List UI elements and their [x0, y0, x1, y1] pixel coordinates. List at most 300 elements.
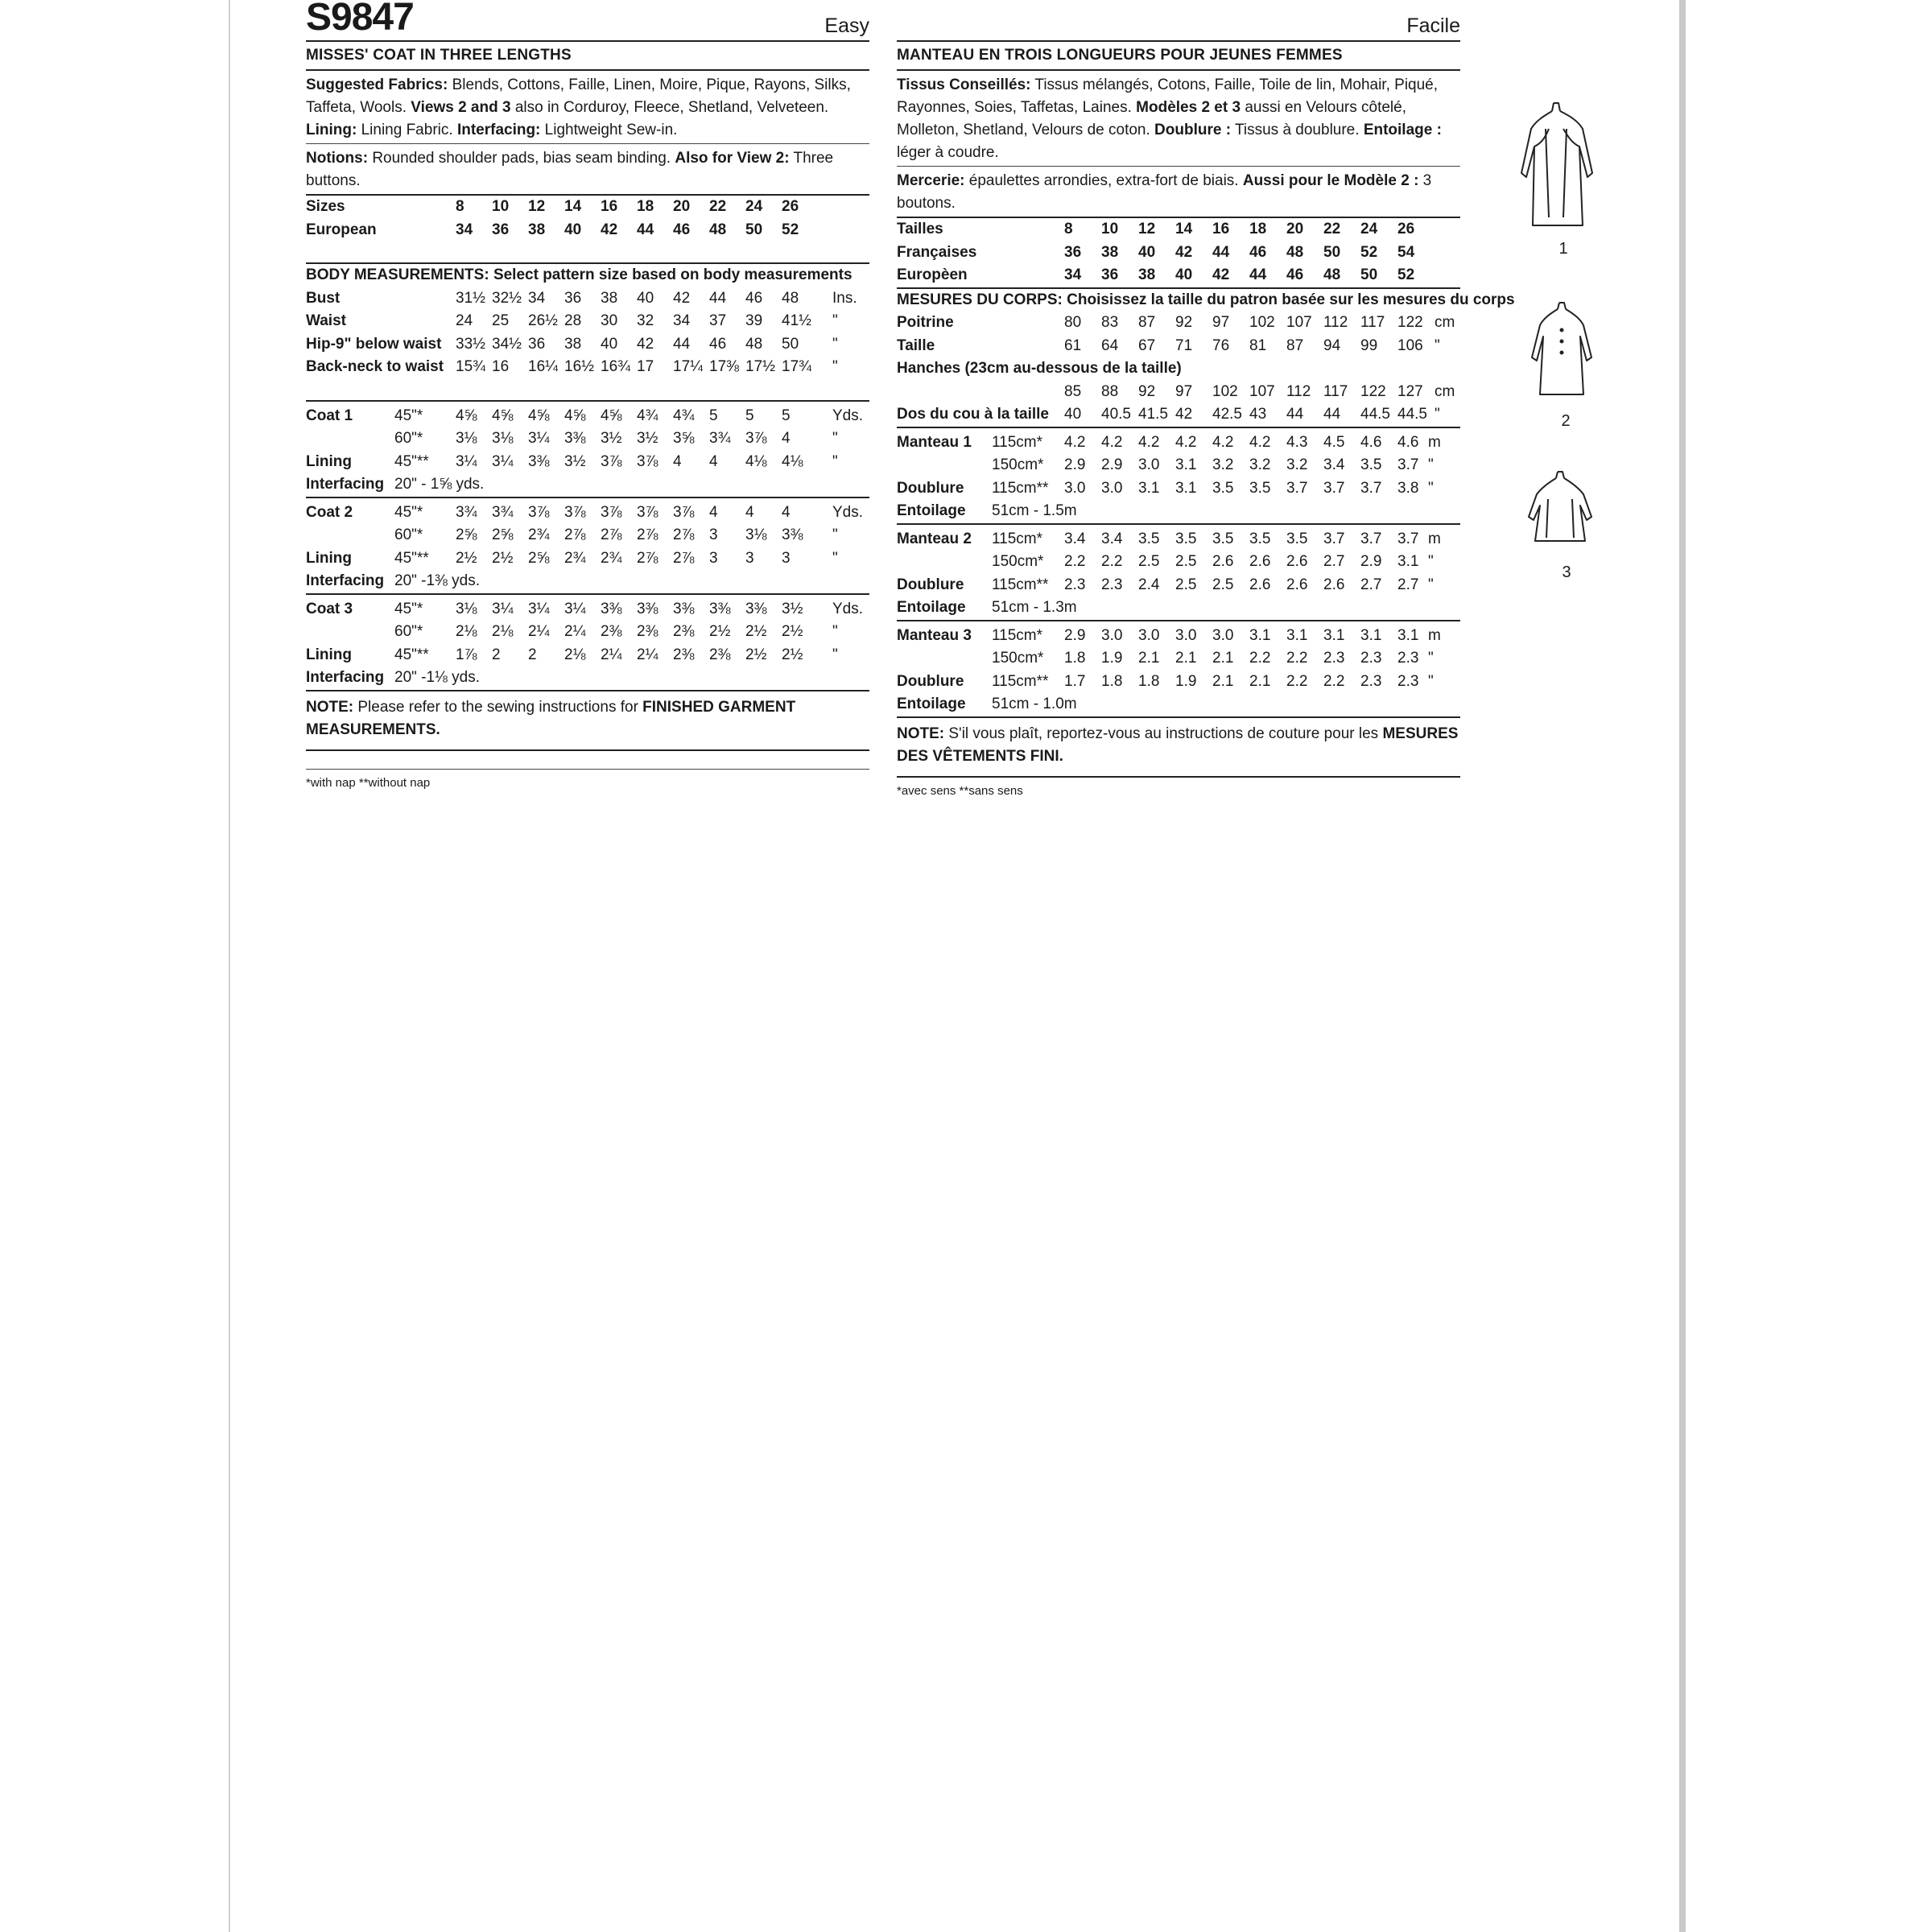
cell: 2.7 [1360, 576, 1382, 593]
cell: 3.7 [1360, 530, 1382, 547]
cell: 52 [1360, 243, 1378, 261]
cell: 16¼ [528, 358, 558, 375]
cell: 3 [745, 549, 754, 567]
cell: 17⅜ [709, 358, 739, 375]
cell: 48 [1286, 243, 1304, 261]
cell: 16¾ [601, 358, 630, 375]
cell: 16½ [564, 358, 594, 375]
cell: 2¾ [564, 549, 586, 567]
cell: 3.0 [1138, 626, 1160, 644]
cell: 2.9 [1360, 553, 1382, 570]
cell: 3⅞ [528, 503, 550, 521]
cell: 4.2 [1249, 433, 1271, 451]
body-row [306, 287, 869, 311]
cell: 34 [673, 312, 691, 329]
fabrics-label: Tissus Conseillés: [897, 76, 1031, 93]
cell: 3⅜ [528, 452, 550, 470]
row-label: Doublure [897, 479, 964, 497]
cell: 4⅝ [456, 407, 477, 424]
cell: 32½ [492, 289, 522, 307]
unit: " [1428, 553, 1434, 570]
cell: 2.2 [1323, 672, 1345, 690]
notions-label: Mercerie: [897, 172, 965, 189]
unit: " [832, 312, 838, 329]
cell: 3¾ [456, 503, 477, 521]
cell: 3.5 [1286, 530, 1308, 547]
width-label: 60"* [394, 430, 423, 447]
body-measurements [306, 287, 869, 379]
cell: 2½ [745, 646, 767, 663]
taille-row [897, 335, 1460, 358]
cell: 2½ [782, 623, 803, 640]
cell: 3⅜ [601, 600, 622, 617]
cell: 117 [1323, 382, 1348, 400]
cell: 3⅞ [637, 452, 658, 470]
unit: " [832, 335, 838, 353]
cell: 4.2 [1101, 433, 1123, 451]
cell: 10 [1101, 221, 1119, 237]
cell: 3.7 [1360, 479, 1382, 497]
fabrics-text: Blends, Cottons, Faille, Linen, Moire, Pique, Rayons, Silks, Taffeta, Wools. [306, 76, 851, 116]
also-text: Three buttons. [306, 150, 834, 189]
unit: " [1428, 672, 1434, 690]
cell: 2⅛ [492, 623, 514, 640]
cell: 3⅜ [564, 430, 586, 447]
cell: 3.1 [1138, 479, 1160, 497]
row-label: Entoilage [897, 599, 966, 616]
yardage-row [306, 644, 869, 667]
cell: 1.9 [1101, 650, 1123, 667]
cell: 28 [564, 312, 582, 329]
unit: cm [1435, 382, 1455, 400]
cell: 4⅝ [528, 407, 550, 424]
row-label: Entoilage [897, 502, 966, 519]
cell: 64 [1101, 336, 1119, 354]
lining-label: Doublure : [1154, 122, 1232, 138]
pattern-code: S9847 [306, 0, 414, 39]
cell: 38 [1101, 243, 1119, 261]
pattern-title: MISSES' COAT IN THREE LENGTHS [306, 47, 869, 71]
cell: 34 [456, 221, 473, 238]
cell: 2.7 [1323, 553, 1345, 570]
cell: 2⅜ [673, 623, 695, 640]
cell: 102 [1212, 382, 1238, 400]
interfacing-text: Lightweight Sew-in. [540, 122, 678, 138]
cell: 107 [1249, 382, 1275, 400]
cell: 8 [1064, 221, 1073, 237]
cell: 3.5 [1249, 479, 1271, 497]
row-label: Manteau 1 [897, 433, 972, 451]
view-number-3: 3 [1562, 564, 1571, 581]
cell: 2.6 [1286, 553, 1308, 570]
yardage-block [306, 402, 869, 498]
cell: 4⅝ [564, 407, 586, 424]
cell: 3.2 [1212, 456, 1234, 473]
difficulty-label: Easy [824, 14, 869, 37]
cell: 2.6 [1286, 576, 1308, 593]
cell: 4⅝ [492, 407, 514, 424]
cell: 87 [1138, 314, 1156, 331]
page-edge-right [1679, 0, 1686, 1932]
cell: 38 [564, 335, 582, 353]
cell: 92 [1138, 382, 1156, 400]
cell: 3.1 [1286, 626, 1308, 644]
row-label: Interfacing [306, 572, 385, 589]
cell: 3½ [564, 452, 586, 470]
unit: " [832, 646, 838, 663]
cell: 2.1 [1212, 672, 1234, 690]
cell: 2½ [782, 646, 803, 663]
cell: 39 [745, 312, 763, 329]
notions-text: Rounded shoulder pads, bias seam binding. [368, 150, 675, 167]
cell: 42 [1175, 406, 1193, 423]
yardage-row [306, 473, 869, 497]
unit: Yds. [832, 600, 864, 617]
cell: 3⅛ [745, 526, 767, 543]
row-label: Lining [306, 452, 352, 470]
cell: 3.5 [1360, 456, 1382, 473]
cell: 2.3 [1397, 672, 1419, 690]
cell: 3.7 [1323, 530, 1345, 547]
cell: 3.7 [1323, 479, 1345, 497]
width-label: 115cm* [992, 433, 1043, 451]
cell: 42 [1212, 266, 1230, 283]
cell: 3.7 [1286, 479, 1308, 497]
cell: 4 [673, 452, 682, 470]
yardage-row [306, 598, 869, 621]
cell: 94 [1323, 336, 1341, 354]
unit: m [1428, 530, 1441, 547]
also-text: 3 boutons. [897, 172, 1432, 212]
cell: 2⅜ [601, 623, 622, 640]
cell: 42 [637, 335, 654, 353]
francaises-row [897, 242, 1460, 265]
cell: 3¼ [528, 430, 550, 447]
cell: 8 [456, 198, 464, 215]
cell: 31½ [456, 289, 485, 307]
cell: 46 [1249, 243, 1267, 261]
yardage-row [897, 625, 1460, 648]
row-label: Coat 2 [306, 503, 353, 521]
mid-coat-sketch-icon [1525, 298, 1598, 402]
also-label: Aussi pour le Modèle 2 : [1242, 172, 1419, 189]
yardage-row [897, 574, 1460, 597]
view-number-2: 2 [1561, 412, 1571, 430]
cell: 2⅛ [564, 646, 586, 663]
note [306, 691, 869, 751]
header [897, 0, 1460, 42]
cell: 3⅞ [673, 503, 695, 521]
cell: 3.5 [1175, 530, 1197, 547]
divider [306, 751, 869, 770]
cell: 24 [1360, 221, 1378, 237]
cell: 44 [1286, 406, 1304, 423]
cell: 44 [1212, 243, 1230, 261]
cell: 2.9 [1064, 626, 1086, 644]
notions-text: épaulettes arrondies, extra-fort de biais. [964, 172, 1243, 189]
note-label: NOTE: [306, 698, 354, 716]
cell: 50 [1323, 243, 1341, 261]
cell: 97 [1212, 314, 1230, 331]
cell: 48 [782, 289, 799, 307]
hanches-label: Hanches (23cm au-dessous de la taille) [897, 360, 1182, 377]
cell: 112 [1323, 314, 1348, 331]
cell: 37 [709, 312, 727, 329]
row-label: Sizes [306, 198, 345, 215]
yardage-row [897, 454, 1460, 477]
cell: 24 [456, 312, 473, 329]
cell: 1.9 [1175, 672, 1197, 690]
cell: 117 [1360, 314, 1385, 331]
cell: 4⅛ [745, 452, 767, 470]
fabrics-paragraph [897, 71, 1460, 167]
short-coat-sketch-icon [1524, 467, 1596, 555]
body-row [306, 310, 869, 333]
cell: 42 [1175, 243, 1193, 261]
yardage-block [897, 525, 1460, 621]
note-text: Please refer to the sewing instructions for [353, 698, 643, 716]
cell: 97 [1175, 382, 1193, 400]
cell: 36 [1064, 243, 1082, 261]
cell: 3¼ [564, 600, 586, 617]
row-label: Waist [306, 312, 346, 329]
cell: 2⅜ [709, 646, 731, 663]
header [306, 0, 869, 42]
cell: 41½ [782, 312, 811, 329]
unit: " [832, 358, 838, 375]
width-label: 51cm - 1.5m [992, 502, 1077, 519]
row-label: Dos du cou à la taille [897, 406, 1049, 423]
note-bold: FINISHED GARMENT MEASUREMENTS. [306, 698, 796, 738]
notions-label: Notions: [306, 150, 369, 167]
cell: 40.5 [1101, 406, 1131, 423]
footnote: *avec sens **sans sens [897, 783, 1023, 798]
unit: Yds. [832, 407, 864, 424]
views-label: Modèles 2 et 3 [1136, 99, 1241, 116]
cell: 10 [492, 198, 510, 215]
cell: 3⅜ [637, 600, 658, 617]
unit: Ins. [832, 289, 857, 307]
cell: 2¾ [528, 526, 550, 543]
cell: 2.5 [1138, 553, 1160, 570]
cell: 38 [1138, 266, 1156, 283]
cell: 2⅝ [528, 549, 550, 567]
cell: 18 [637, 198, 654, 215]
cell: 1.8 [1101, 672, 1123, 690]
cell: 54 [1397, 243, 1415, 261]
cell: 2.2 [1064, 553, 1086, 570]
unit: " [832, 623, 838, 640]
cell: 80 [1064, 314, 1082, 331]
row-label: Europèen [897, 266, 968, 283]
cell: 50 [782, 335, 799, 353]
cell: 42.5 [1212, 406, 1242, 423]
row-label: Taille [897, 336, 935, 354]
width-label: 20" - 1⅝ yds. [394, 476, 485, 493]
cell: 5 [782, 407, 791, 424]
yardage-row [897, 647, 1460, 671]
cell: 14 [564, 198, 582, 215]
lining-label: Lining: [306, 122, 357, 138]
divider [306, 242, 869, 264]
cell: 14 [1175, 221, 1193, 237]
unit: " [1428, 456, 1434, 473]
row-label: Interfacing [306, 476, 385, 493]
cell: 40 [637, 289, 654, 307]
cell: 122 [1360, 382, 1386, 400]
cell: 2.6 [1212, 553, 1234, 570]
cell: 26 [782, 198, 799, 215]
cell: 52 [1397, 266, 1415, 283]
french-column [897, 0, 1515, 798]
cell: 2.4 [1138, 576, 1160, 593]
row-label: Tailles [897, 221, 943, 237]
cell: 20 [673, 198, 691, 215]
note-label: NOTE: [897, 724, 945, 742]
width-label: 45"** [394, 549, 429, 567]
cell: 2⅝ [492, 526, 514, 543]
cell: 3⅜ [709, 600, 731, 617]
cell: 3.0 [1175, 626, 1197, 644]
cell: 46 [709, 335, 727, 353]
views-label: Views 2 and 3 [411, 99, 511, 116]
cell: 12 [528, 198, 546, 215]
unit: " [832, 549, 838, 567]
note [897, 718, 1460, 778]
cell: 4.2 [1212, 433, 1234, 451]
unit: " [832, 430, 838, 447]
cell: 3¼ [528, 600, 550, 617]
body-heading: BODY MEASUREMENTS: Select pattern size based on body measurements [306, 266, 852, 283]
cell: 3.1 [1397, 553, 1419, 570]
cell: 44.5 [1397, 406, 1427, 423]
cell: 3.2 [1286, 456, 1308, 473]
unit: " [832, 452, 838, 470]
cell: 25 [492, 312, 510, 329]
cell: 41.5 [1138, 406, 1168, 423]
yardage-row [897, 528, 1460, 551]
cell: 3.0 [1212, 626, 1234, 644]
poitrine-row [897, 312, 1460, 335]
cell: 106 [1397, 336, 1423, 354]
lining-text: Lining Fabric. [357, 122, 457, 138]
cell: 2.6 [1323, 576, 1345, 593]
cell: 17½ [745, 358, 775, 375]
cell: 2.3 [1360, 650, 1382, 667]
row-label: Manteau 2 [897, 530, 972, 547]
cell: 3¾ [492, 503, 514, 521]
cell: 2.3 [1397, 650, 1419, 667]
cell: 122 [1397, 314, 1423, 331]
yardage-table [306, 402, 869, 691]
fabrics-text: Tissus mélangés, Cotons, Faille, Toile de lin, Mohair, Piqué, Rayonnes, Soies, Taffetas, Laines. [897, 76, 1439, 116]
row-label: Entoilage [897, 696, 966, 712]
cell: 3⅜ [745, 600, 767, 617]
cell: 17¾ [782, 358, 811, 375]
cell: 3.1 [1175, 479, 1197, 497]
row-label: Poitrine [897, 314, 954, 331]
yardage-row [897, 693, 1460, 716]
cell: 3⅜ [782, 526, 803, 543]
cell: 3½ [601, 430, 622, 447]
views-text: also in Corduroy, Fleece, Shetland, Velveteen. [510, 99, 829, 116]
cell: 2⅞ [601, 526, 622, 543]
yardage-row [306, 427, 869, 451]
note-text: S'il vous plaît, reportez-vous au instructions de couture pour les [944, 724, 1383, 742]
cell: 48 [709, 221, 727, 238]
yardage-row [897, 500, 1460, 523]
unit: " [1428, 576, 1434, 593]
row-label: Hip-9" below waist [306, 335, 442, 353]
cell: 83 [1101, 314, 1119, 331]
divider [306, 379, 869, 402]
width-label: 51cm - 1.3m [992, 599, 1077, 616]
row-label: Manteau 3 [897, 626, 972, 644]
sizes-row [306, 196, 869, 219]
cell: 3.0 [1101, 479, 1123, 497]
cell: 3.5 [1212, 479, 1234, 497]
yardage-row [306, 621, 869, 644]
yardage-block [306, 595, 869, 691]
hanches-row [897, 381, 1460, 404]
width-label: 45"* [394, 407, 423, 424]
cell: 36 [564, 289, 582, 307]
cell: 1⅞ [456, 646, 477, 663]
cell: 4.6 [1397, 433, 1419, 451]
cell: 2.9 [1101, 456, 1123, 473]
interfacing-label: Interfacing: [456, 122, 541, 138]
row-label: European [306, 221, 377, 238]
cell: 4.3 [1286, 433, 1308, 451]
cell: 44 [1249, 266, 1267, 283]
cell: 4 [745, 503, 754, 521]
cell: 2⅜ [637, 623, 658, 640]
width-label: 51cm - 1.0m [992, 696, 1077, 712]
european-row [897, 264, 1460, 289]
cell: 12 [1138, 221, 1156, 237]
cell: 2.7 [1397, 576, 1419, 593]
cell: 2.2 [1286, 672, 1308, 690]
row-label: Coat 3 [306, 600, 353, 617]
cell: 30 [601, 312, 618, 329]
cell: 4⅛ [782, 452, 803, 470]
cell: 4⅝ [601, 407, 622, 424]
yardage-row [306, 524, 869, 547]
unit: cm [1435, 314, 1455, 331]
cell: 44 [673, 335, 691, 353]
cell: 3⅞ [745, 430, 767, 447]
cell: 3⅞ [601, 452, 622, 470]
cell: 17 [637, 358, 654, 375]
cell: 1.8 [1138, 672, 1160, 690]
cell: 3⅛ [456, 430, 477, 447]
yardage-row [306, 667, 869, 690]
cell: 3⅛ [456, 600, 477, 617]
note-bold: MESURES DES VÊTEMENTS FINI. [897, 724, 1459, 765]
cell: 4.2 [1138, 433, 1160, 451]
cell: 34 [1064, 266, 1082, 283]
cell: 2⅞ [637, 526, 658, 543]
cell: 34½ [492, 335, 522, 353]
cell: 33½ [456, 335, 485, 353]
width-label: 20" -1⅜ yds. [394, 572, 481, 589]
row-label: Françaises [897, 243, 977, 261]
cell: 1.7 [1064, 672, 1086, 690]
cell: 4.2 [1064, 433, 1086, 451]
cell: 22 [709, 198, 727, 215]
cell: 2⅞ [637, 549, 658, 567]
cell: 48 [1323, 266, 1341, 283]
